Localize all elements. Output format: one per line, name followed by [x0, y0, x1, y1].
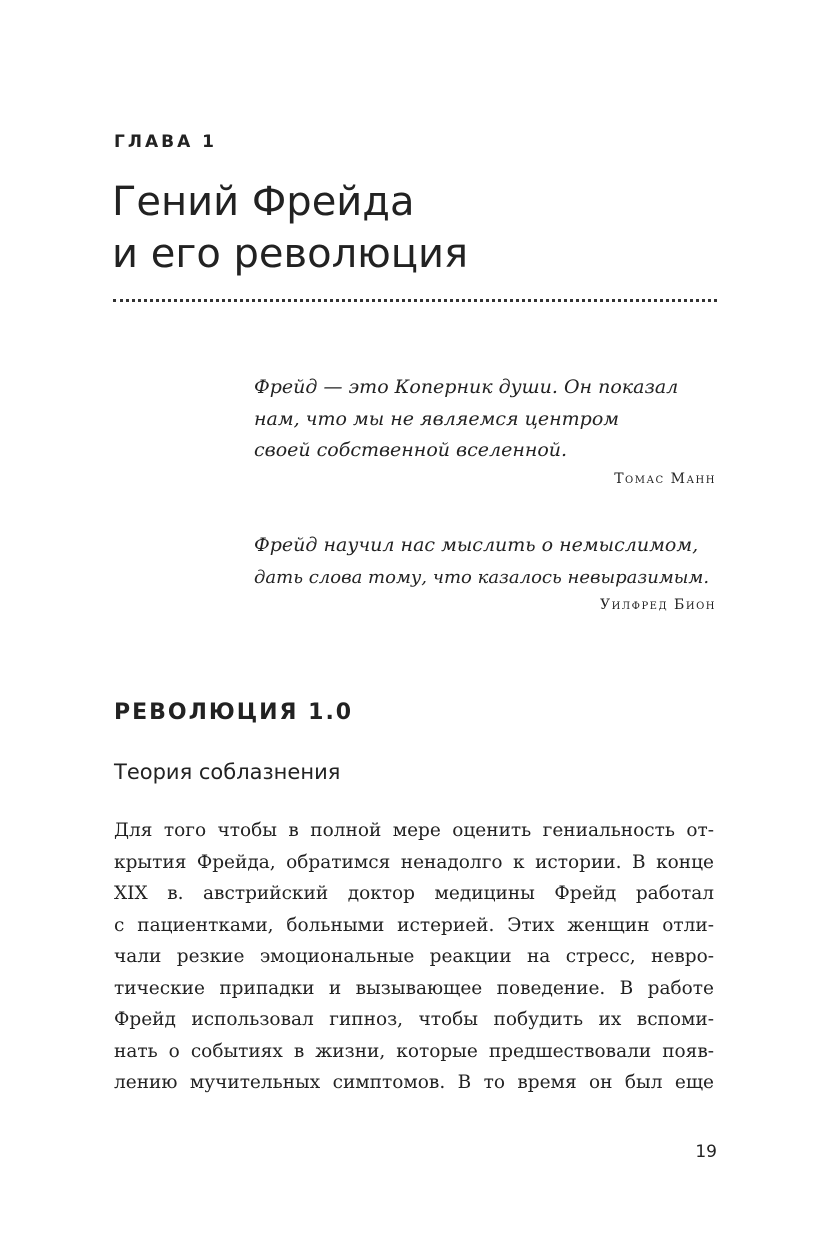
page-number: 19 — [695, 1142, 717, 1162]
body-line: XIX в. австрийский доктор медицины Фрейд работал — [114, 883, 714, 904]
section-heading: РЕВОЛЮЦИЯ 1.0 — [114, 700, 354, 725]
epigraph-line: нам, что мы не являемся центром — [254, 407, 620, 430]
body-line: чали резкие эмоциональные реакции на стресс, невро- — [114, 946, 714, 967]
body-line: лению мучительных симптомов. В то время он был еще — [114, 1072, 714, 1093]
chapter-title-line: и его революция — [112, 231, 469, 277]
body-line: Фрейд использовал гипноз, чтобы побудить их вспоми- — [114, 1009, 714, 1030]
epigraph-thomas-mann — [254, 372, 716, 487]
body-line: тические припадки и вызывающее поведение. В работе — [114, 977, 714, 999]
chapter-label: ГЛАВА 1 — [114, 132, 217, 152]
epigraph-author: Томас Манн — [614, 470, 716, 487]
epigraph-quote — [254, 530, 716, 593]
body-line: Для того чтобы в полной мере оценить гениальность от- — [114, 820, 714, 841]
epigraph-line: Фрейд — это Коперник души. Он показал — [254, 376, 679, 398]
body-line: крытия Фрейда, обратимся ненадолго к истории. В конце — [114, 851, 714, 873]
epigraph-line: своей собственной вселенной. — [254, 439, 568, 461]
body-line: нать о событиях в жизни, которые предшествовали появ- — [114, 1040, 714, 1062]
dotted-divider — [113, 299, 717, 302]
body-paragraph — [114, 815, 714, 1099]
chapter-title-line: Гений Фрейда — [112, 179, 415, 225]
epigraph-author: Уилфред Бион — [599, 597, 716, 613]
epigraph-line: Фрейд научил нас мыслить о немыслимом, — [254, 534, 699, 556]
epigraph-wilfred-bion — [254, 530, 716, 613]
epigraph-quote — [254, 372, 716, 467]
chapter-title — [112, 176, 752, 280]
epigraph-line: дать слова тому, что казалось невыразимым. — [254, 566, 710, 588]
subsection-heading: Теория соблазнения — [114, 760, 341, 784]
body-line: с пациентками, больными истерией. Этих женщин отли- — [114, 914, 714, 936]
